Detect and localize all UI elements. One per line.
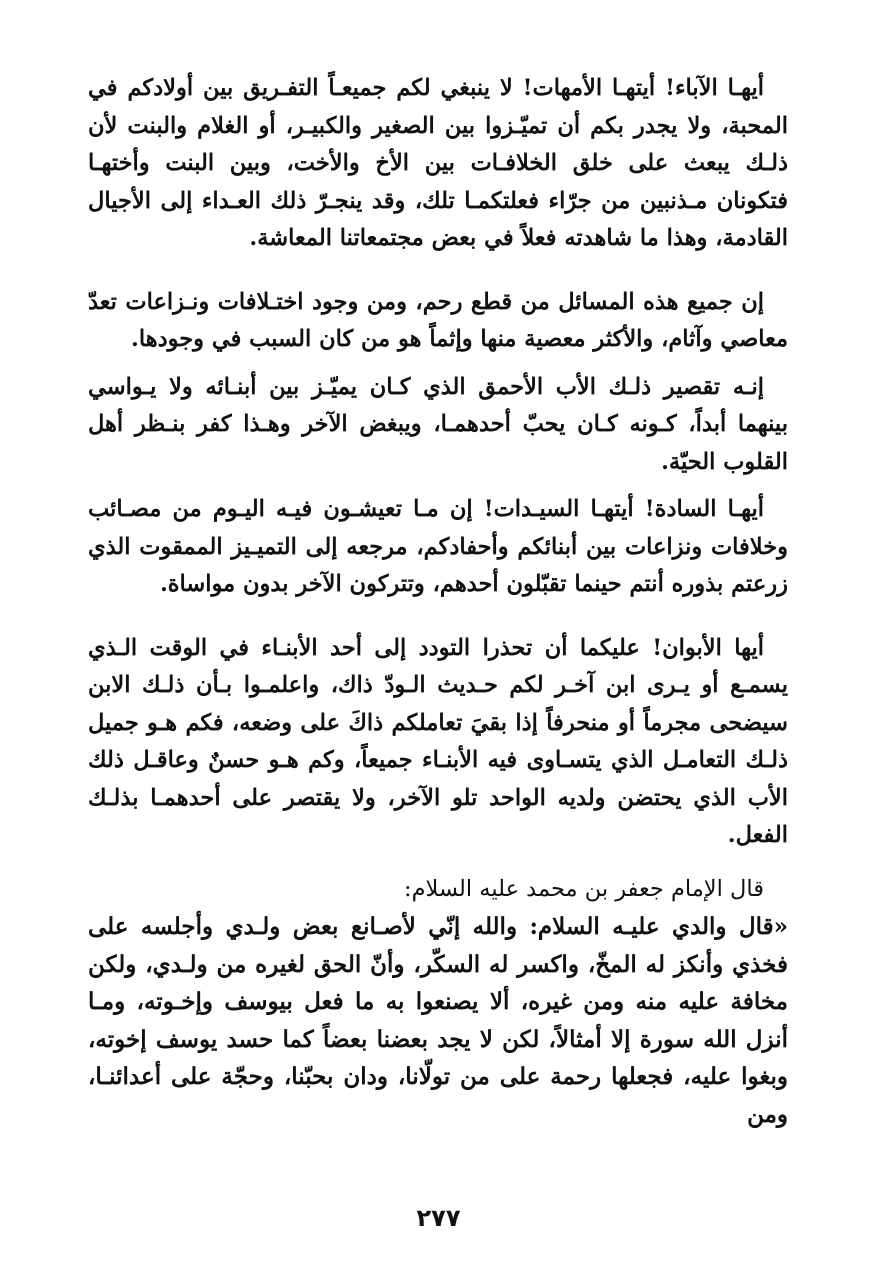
quote-body: «قال والدي عليـه السلام: والله إنّي لأصـانع بعض ولـدي وأجلسه على فخذي وأنكز له المخّ، واكسر له السكّر، وأنّ الحق لغيره من ولـدي، ولكن مخافة عليه منه ومن غيره، ألا يصنعوا به ما فعل بيوسف وإخـوته، ومـا أنزل الله سورة إلا أمثالاً، لكن لا يجد بعضنا بعضاً كما حسد يوسف إخوته، وبغوا عليه، فجعلها رحمة على من تولّانا، ودان بحبّنا، وحجّة على أعدائنـا، ومن	[88, 913, 788, 1128]
quote-title: قال الإمام جعفر بن محمد عليه السلام:	[404, 875, 764, 902]
page-number: ٢٧٧	[416, 1204, 461, 1232]
paragraph-sins: إن جميع هذه المسائل من قطع رحم، ومن وجود اختـلافات ونـزاعات تعدّ معاصي وآثام، والأكثر معصية منها وإثماً هو من كان السبب في وجودها.	[88, 288, 788, 352]
paragraph-parents-favoritism: أيهـا الآباء! أيتهـا الأمهات! لا ينبغي لكم جميعـاً التفـريق بين أولادكم في المحبة، ولا يجدر بكم أن تميّـزوا بين الصغير والكبيـر، أو الغلام والبنت لأن ذلـك يبعث على خلق الخلافـات بين الأخ والأخت، وبين البنت وأختهـا فتكونان مـذنبين من جرّاء فعلتكمـا تلك، وقد ينجـرّ ذلك العـداء إلى الأجيال القادمة، وهذا ما شاهدته فعلاً في بعض مجتمعاتنا المعاشة.	[88, 75, 788, 251]
paragraph-ladies-gentlemen: أيهـا السادة! أيتهـا السيـدات! إن مـا تعيشـون فيـه اليـوم من مصـائب وخلافات ونزاعات بين أبنائكم وأحفادكم، مرجعه إلى التميـيز الممقوت الذي زرعتم بذوره أنتم حينما تقبّلون أحدهم، وتتركون الآخر بدون مواساة.	[88, 496, 788, 597]
page-body	[88, 70, 788, 1133]
paragraph-both-parents: أيها الأبوان! عليكما أن تحذرا التودد إلى أحد الأبنـاء في الوقت الـذي يسمـع أو يـرى ابن آخـر لكم حـديث الـودّ ذاك، واعلمـوا بـأن ذلـك الابن سيضحى مجرماً أو منحرفاً إذا بقيَ تعاملكم ذاكَ على وضعه، فكم هـو جميل ذلـك التعامـل الذي يتسـاوى فيه الأبنـاء جميعاً، وكم هـو حسنٌ وعاقـل ذلك الأب الذي يحتضن ولديه الواحد تلو الآخر، ولا يقتصر على أحدهمـا بذلـك الفعل.	[88, 634, 788, 848]
paragraph-foolish-father: إنـه تقصير ذلـك الأب الأحمق الذي كـان يميّـز بين أبنـائه ولا يـواسي بينهما أبداً، كـونه كـان يحبّ أحدهمـا، ويبغض الآخر وهـذا كفر بنـظر أهل القلوب الحيّة.	[88, 373, 788, 475]
